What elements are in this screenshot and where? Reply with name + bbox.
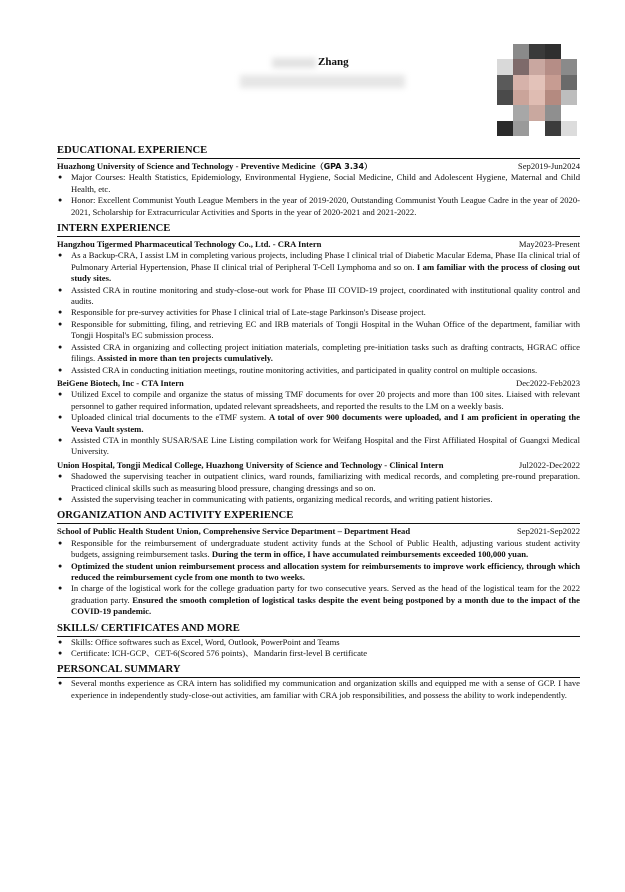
bullet-item (57, 389, 580, 412)
bullet-text: Major Courses: Health Statistics, Epidemiology, Environmental Hygiene, Social Medicine, Child and Adolescent Hygiene, Maternal and Child Health, etc. (71, 172, 580, 194)
bullet-text-bold: During the term in office, I have accumulated reimbursements exceeded 100,000 yuan. (211, 549, 529, 560)
bullet-list (57, 471, 580, 505)
entry-header (57, 161, 580, 172)
section-heading: PERSONCAL SUMMARY (57, 664, 580, 678)
bullet-text: Assisted the supervising teacher in communicating with patients, organizing medical records, and writing patient histories. (71, 493, 493, 504)
bullet-text: Responsible for the reimbursement of undergraduate student activity funds at the School of Public Health, adjusting various student activity budgets, assigning reimbursement tasks. (71, 537, 580, 560)
bullet-text: Responsible for submitting, filing, and retrieving EC and IRB materials of Tongji Hospital in the Wuhan Office of the department, familiar with Tongji Hospital's EC submission process. (71, 318, 580, 341)
bullet-text: In charge of the logistical work for the college graduation party for two consecutive years. Served as the head of the logistical team for the 2022 graduation party. (71, 583, 580, 605)
bullet-item (57, 285, 580, 308)
bullet-text: Responsible for pre-survey activities for Phase I clinical trial of Late-stage Parkinson's Disease project. (71, 307, 426, 318)
bullet-text: Utilized Excel to compile and organize the status of missing TMF documents for over 20 projects and more than 100 sites. Liaised with relevant personnel to gather required information, updated relevant spreadsheets, and reported the results to the LM on a weekly basis. (71, 389, 580, 411)
bullet-item (57, 583, 580, 617)
bullet-item (57, 538, 580, 561)
bullet-text-bold: Assisted in more than ten projects cumulatively. (97, 353, 273, 364)
bullet-list (57, 389, 580, 457)
bullet-text-bold: A total of over 900 documents were uploaded, and I am proficient in operating the Veeva Vault system. (71, 412, 580, 434)
entry-title (57, 161, 372, 172)
entry-title-text: Huazhong University of Science and Technology - Preventive Medicine (57, 161, 316, 171)
bullet-list (57, 678, 580, 701)
bullet-item (57, 365, 580, 376)
entry-date: Dec2022-Feb2023 (516, 377, 580, 388)
resume-content (57, 145, 580, 701)
bullet-text: Assisted CRA in conducting initiation meetings, routine monitoring activities, and participated in quality control on multiple occasions. (71, 364, 538, 375)
bullet-text: Uploaded clinical trial documents to the eTMF system. (71, 412, 269, 423)
entry-title-text: BeiGene Biotech, Inc - CTA Intern (57, 377, 184, 388)
entry-title-text: School of Public Health Student Union, Comprehensive Service Department – Department Head (57, 526, 411, 537)
bullet-item (57, 250, 580, 284)
bullet-list (57, 637, 580, 660)
bullet-text: Assisted CTA in monthly SUSAR/SAE Line Listing compilation work for Weifang Hospital and the First Affiliated Hospital of Guangxi Medical University. (71, 434, 580, 457)
bullet-item (57, 319, 580, 342)
section-heading: SKILLS/ CERTIFICATES AND MORE (57, 623, 580, 637)
bullet-text: Several months experience as CRA intern has solidified my communication and organization skills and equipped me with a sense of GCP. I have experience in independently study-close-out activities, am familiar with CRA job responsibilities, and possess the ability to work independently. (71, 678, 580, 700)
bullet-item (57, 637, 580, 648)
bullet-item (57, 412, 580, 435)
bullet-item (57, 678, 580, 701)
bullet-item (57, 195, 580, 218)
section-heading: INTERN EXPERIENCE (57, 223, 580, 237)
entry-date: Jul2022-Dec2022 (518, 459, 580, 470)
entry-header (57, 460, 580, 471)
profile-photo (497, 44, 577, 136)
section-heading: ORGANIZATION AND ACTIVITY EXPERIENCE (57, 510, 580, 524)
entry-header (57, 239, 580, 250)
entry-date: Sep2021-Sep2022 (516, 526, 580, 537)
bullet-text: Assisted CRA in routine monitoring and study-close-out work for Phase III COVID-19 project, coordinated with institutional quality control and audits. (71, 284, 580, 307)
bullet-item (57, 307, 580, 318)
bullet-item (57, 342, 580, 365)
bullet-text: Shadowed the supervising teacher in outpatient clinics, ward rounds, familiarizing with medical records, and completing pre-round preparation. Practiced clinical skills such as measuring blood pressure, changing dressings and so on. (71, 471, 580, 493)
bullet-item (57, 471, 580, 494)
bullet-text: Certificate: ICH-GCP、CET-6(Scored 576 points)、Mandarin first-level B certificate (71, 648, 368, 659)
bullet-item (57, 648, 580, 659)
bullet-text: Assisted CRA in organizing and collecting project initiation materials, completing pre-initiation tasks such as drafting contracts, HGRAC office filings. (71, 341, 580, 364)
bullet-text: Honor: Excellent Communist Youth League Members in the year of 2019-2020, Outstanding Communist Youth League Cadre in the year of 2020-2021, Scholarship for Extracurricular Activities and Sports in the year of 2020-2021 and 2021-2022. (71, 195, 580, 217)
bullet-item (57, 494, 580, 505)
entry-date: Sep2019-Jun2024 (517, 161, 580, 171)
bullet-list (57, 250, 580, 375)
bullet-text: As a Backup-CRA, I assist LM in completing various projects, including Phase I clinical trial of Diabetic Macular Edema, Phase IIa clinical trial of Pulmonary Arterial Hypertension, Phase II clinical trial of Peripheral T-Cell Lymphoma and so on. (71, 250, 580, 272)
entry-header (57, 526, 580, 537)
bullet-list (57, 538, 580, 618)
bullet-text: Skills: Office softwares such as Excel, Word, Outlook, PowerPoint and Teams (71, 636, 340, 647)
entry-date: May2023-Present (518, 239, 580, 250)
bullet-text-bold: I am familiar with the process of closing out study sites. (71, 261, 580, 284)
entry-title-text: Hangzhou Tigermed Pharmaceutical Technology Co., Ltd. - CRA Intern (57, 239, 322, 250)
entry-header (57, 378, 580, 389)
section-heading: EDUCATIONAL EXPERIENCE (57, 145, 580, 159)
entry-title-text: Union Hospital, Tongji Medical College, Huazhong University of Science and Technology - Clinical Intern (57, 459, 444, 470)
bullet-list (57, 172, 580, 218)
redacted-contact-info (240, 75, 405, 88)
entry-title (57, 239, 321, 250)
bullet-item (57, 561, 580, 584)
entry-title (57, 460, 444, 471)
gpa-label: （GPA 3.34） (315, 162, 373, 171)
bullet-text-bold: Ensured the smooth completion of logistical tasks despite the event being postponed by a month due to the impact of the COVID-19 pandemic. (71, 594, 580, 617)
candidate-name: Zhang (318, 56, 349, 68)
entry-title (57, 378, 184, 389)
bullet-text-bold: Optimized the student union reimbursement process and allocation system for reimbursements to improve work efficiency, through which reduced the reimbursement cycle from one month to two weeks. (71, 560, 580, 582)
entry-title (57, 526, 410, 537)
bullet-item (57, 435, 580, 458)
bullet-item (57, 172, 580, 195)
redacted-name (272, 58, 316, 68)
